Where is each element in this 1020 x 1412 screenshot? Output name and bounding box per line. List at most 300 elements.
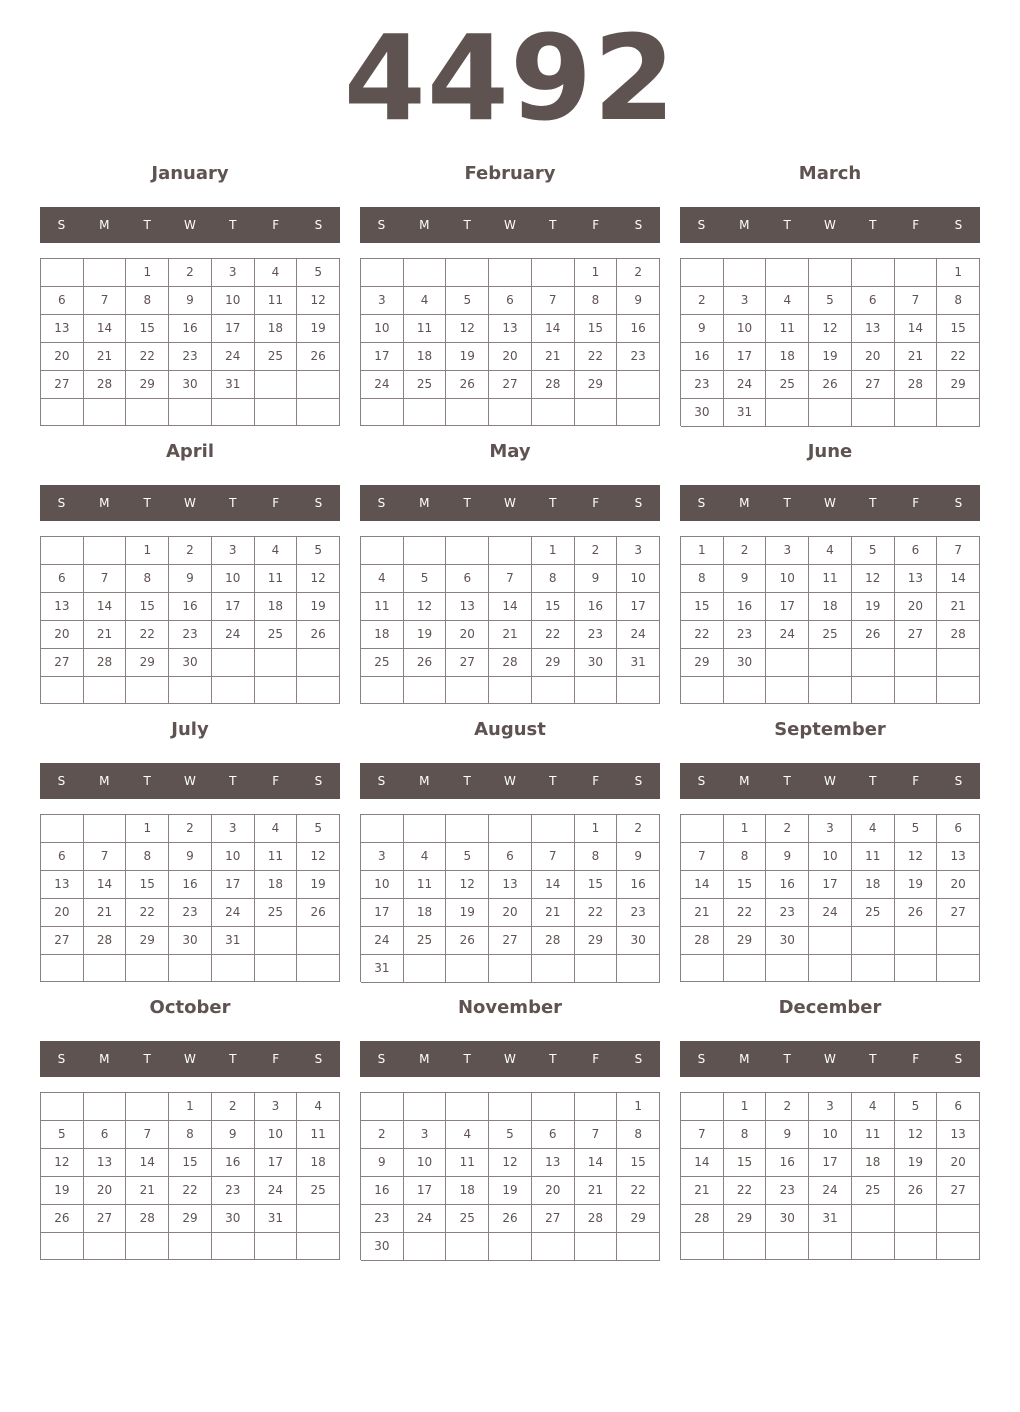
empty-cell	[255, 927, 298, 955]
day-cell: 5	[852, 537, 895, 565]
day-cell: 23	[681, 371, 724, 399]
day-cell: 15	[126, 871, 169, 899]
empty-cell	[84, 537, 127, 565]
day-cell: 2	[169, 259, 212, 287]
day-cell: 13	[41, 593, 84, 621]
empty-cell	[575, 1233, 618, 1261]
empty-cell	[852, 927, 895, 955]
day-cell: 30	[724, 649, 767, 677]
empty-cell	[41, 259, 84, 287]
empty-cell	[766, 399, 809, 427]
empty-cell	[297, 371, 340, 399]
day-cell: 5	[895, 815, 938, 843]
day-cell: 27	[937, 899, 980, 927]
day-cell: 28	[84, 371, 127, 399]
day-cell: 6	[446, 565, 489, 593]
day-cell: 30	[169, 371, 212, 399]
empty-cell	[489, 537, 532, 565]
month-name: June	[807, 441, 853, 462]
day-cell: 9	[766, 1121, 809, 1149]
weekday-label: T	[143, 1052, 151, 1066]
day-cell: 10	[809, 1121, 852, 1149]
empty-cell	[766, 1233, 809, 1260]
weekday-label: S	[314, 1052, 323, 1066]
day-cell: 22	[681, 621, 724, 649]
weekday-label: F	[592, 218, 600, 232]
empty-cell	[489, 677, 532, 704]
empty-cell	[446, 1093, 489, 1121]
empty-cell	[895, 927, 938, 955]
day-cell: 27	[84, 1205, 127, 1233]
empty-cell	[532, 955, 575, 983]
weekday-label: S	[697, 774, 706, 788]
day-cell: 6	[489, 843, 532, 871]
empty-cell	[489, 1233, 532, 1261]
day-cell: 10	[766, 565, 809, 593]
day-cell: 8	[724, 1121, 767, 1149]
empty-cell	[852, 677, 895, 704]
empty-cell	[895, 259, 938, 287]
empty-cell	[255, 677, 298, 704]
day-cell: 19	[446, 899, 489, 927]
weekday-label: T	[549, 496, 557, 510]
empty-cell	[297, 399, 340, 426]
day-cell: 11	[404, 315, 447, 343]
day-cell: 19	[446, 343, 489, 371]
day-cell: 7	[681, 843, 724, 871]
day-cell: 5	[446, 843, 489, 871]
day-cell: 13	[84, 1149, 127, 1177]
day-cell: 17	[212, 593, 255, 621]
weekday-label: T	[463, 774, 471, 788]
empty-cell	[681, 1093, 724, 1121]
day-cell: 8	[575, 843, 618, 871]
weekday-label: M	[99, 774, 110, 788]
empty-cell	[446, 815, 489, 843]
day-cell: 18	[255, 593, 298, 621]
day-cell: 8	[126, 843, 169, 871]
day-cell: 21	[895, 343, 938, 371]
empty-cell	[809, 927, 852, 955]
weekday-label: M	[99, 218, 110, 232]
empty-cell	[532, 259, 575, 287]
day-cell: 29	[532, 649, 575, 677]
weekday-header	[680, 763, 980, 799]
day-cell: 30	[169, 649, 212, 677]
day-cell: 28	[84, 649, 127, 677]
day-cell: 29	[681, 649, 724, 677]
empty-cell	[617, 1233, 660, 1261]
day-cell: 23	[617, 343, 660, 371]
day-cell: 26	[852, 621, 895, 649]
empty-cell	[446, 955, 489, 983]
day-cell: 24	[212, 343, 255, 371]
day-cell: 15	[937, 315, 980, 343]
weekday-label: S	[57, 218, 66, 232]
empty-cell	[809, 649, 852, 677]
weekday-label: S	[314, 218, 323, 232]
day-cell: 16	[169, 315, 212, 343]
day-cell: 28	[575, 1205, 618, 1233]
day-cell: 8	[617, 1121, 660, 1149]
day-cell: 2	[766, 1093, 809, 1121]
day-cell: 12	[895, 1121, 938, 1149]
empty-cell	[809, 399, 852, 427]
weekday-label: M	[739, 496, 750, 510]
empty-cell	[169, 677, 212, 704]
day-cell: 24	[809, 899, 852, 927]
day-cell: 7	[84, 565, 127, 593]
empty-cell	[212, 955, 255, 982]
day-cell: 10	[361, 315, 404, 343]
weekday-label: T	[869, 1052, 877, 1066]
day-cell: 4	[766, 287, 809, 315]
weekday-label: F	[272, 1052, 280, 1066]
day-cell: 12	[404, 593, 447, 621]
day-cell: 4	[446, 1121, 489, 1149]
empty-cell	[126, 399, 169, 426]
weekday-label: M	[99, 496, 110, 510]
weekday-label: T	[463, 218, 471, 232]
day-cell: 13	[937, 1121, 980, 1149]
day-cell: 30	[617, 927, 660, 955]
day-cell: 5	[489, 1121, 532, 1149]
day-cell: 27	[489, 927, 532, 955]
empty-cell	[766, 955, 809, 982]
day-cell: 20	[489, 899, 532, 927]
day-cell: 25	[809, 621, 852, 649]
empty-cell	[681, 815, 724, 843]
day-cell: 21	[126, 1177, 169, 1205]
day-cell: 6	[41, 843, 84, 871]
day-cell: 21	[532, 899, 575, 927]
day-cell: 25	[404, 371, 447, 399]
weekday-header	[40, 1041, 340, 1077]
day-cell: 17	[361, 343, 404, 371]
day-cell: 25	[852, 899, 895, 927]
day-cell: 11	[852, 843, 895, 871]
empty-cell	[766, 649, 809, 677]
day-cell: 6	[852, 287, 895, 315]
day-cell: 19	[895, 1149, 938, 1177]
day-cell: 12	[446, 871, 489, 899]
day-cell: 19	[41, 1177, 84, 1205]
day-cell: 14	[84, 315, 127, 343]
empty-cell	[852, 955, 895, 982]
day-cell: 3	[212, 259, 255, 287]
weekday-label: T	[869, 774, 877, 788]
day-cell: 12	[297, 843, 340, 871]
day-cell: 11	[255, 287, 298, 315]
empty-cell	[895, 955, 938, 982]
day-cell: 6	[489, 287, 532, 315]
day-cell: 16	[766, 871, 809, 899]
weekday-label: F	[592, 1052, 600, 1066]
day-cell: 29	[617, 1205, 660, 1233]
day-cell: 15	[724, 871, 767, 899]
weekday-label: T	[783, 1052, 791, 1066]
day-cell: 22	[126, 621, 169, 649]
day-cell: 31	[617, 649, 660, 677]
day-cell: 23	[212, 1177, 255, 1205]
empty-cell	[404, 1233, 447, 1261]
empty-cell	[446, 1233, 489, 1261]
day-cell: 8	[169, 1121, 212, 1149]
weekday-label: M	[419, 218, 430, 232]
weekday-label: S	[634, 218, 643, 232]
day-cell: 20	[84, 1177, 127, 1205]
day-cell: 20	[937, 1149, 980, 1177]
empty-cell	[41, 1093, 84, 1121]
weekday-label: S	[57, 1052, 66, 1066]
weekday-label: M	[419, 1052, 430, 1066]
day-cell: 25	[766, 371, 809, 399]
day-cell: 16	[724, 593, 767, 621]
day-cell: 7	[489, 565, 532, 593]
day-cell: 8	[126, 565, 169, 593]
day-cell: 2	[169, 815, 212, 843]
day-cell: 22	[937, 343, 980, 371]
day-cell: 24	[361, 371, 404, 399]
weekday-header	[680, 207, 980, 243]
day-cell: 19	[489, 1177, 532, 1205]
day-cell: 29	[126, 927, 169, 955]
day-cell: 2	[575, 537, 618, 565]
day-cell: 2	[681, 287, 724, 315]
day-cell: 11	[255, 565, 298, 593]
day-cell: 17	[212, 871, 255, 899]
day-cell: 7	[575, 1121, 618, 1149]
day-grid	[40, 1092, 340, 1260]
day-cell: 17	[809, 1149, 852, 1177]
day-cell: 18	[446, 1177, 489, 1205]
day-cell: 22	[575, 343, 618, 371]
empty-cell	[532, 677, 575, 704]
weekday-header	[360, 485, 660, 521]
empty-cell	[404, 1093, 447, 1121]
weekday-label: W	[504, 496, 516, 510]
day-cell: 14	[937, 565, 980, 593]
weekday-label: W	[184, 774, 196, 788]
month-name: January	[151, 163, 229, 184]
day-cell: 5	[297, 537, 340, 565]
empty-cell	[724, 1233, 767, 1260]
day-cell: 1	[575, 815, 618, 843]
day-cell: 30	[766, 1205, 809, 1233]
weekday-label: S	[954, 1052, 963, 1066]
weekday-header	[360, 763, 660, 799]
empty-cell	[361, 399, 404, 426]
weekday-label: T	[463, 1052, 471, 1066]
day-cell: 18	[852, 871, 895, 899]
empty-cell	[681, 1233, 724, 1260]
day-cell: 8	[937, 287, 980, 315]
day-cell: 29	[126, 649, 169, 677]
day-cell: 6	[84, 1121, 127, 1149]
empty-cell	[446, 677, 489, 704]
weekday-label: S	[697, 1052, 706, 1066]
weekday-label: T	[869, 496, 877, 510]
day-cell: 2	[212, 1093, 255, 1121]
day-cell: 14	[575, 1149, 618, 1177]
weekday-label: M	[739, 1052, 750, 1066]
day-cell: 14	[681, 871, 724, 899]
day-cell: 28	[489, 649, 532, 677]
day-cell: 2	[361, 1121, 404, 1149]
day-cell: 21	[84, 621, 127, 649]
day-cell: 22	[126, 343, 169, 371]
weekday-label: T	[143, 774, 151, 788]
day-cell: 3	[212, 815, 255, 843]
day-cell: 9	[169, 565, 212, 593]
weekday-label: S	[57, 774, 66, 788]
weekday-label: S	[377, 1052, 386, 1066]
weekday-label: F	[592, 496, 600, 510]
empty-cell	[532, 815, 575, 843]
day-cell: 10	[361, 871, 404, 899]
day-cell: 30	[681, 399, 724, 427]
day-cell: 3	[255, 1093, 298, 1121]
day-cell: 7	[937, 537, 980, 565]
day-cell: 27	[489, 371, 532, 399]
empty-cell	[297, 649, 340, 677]
empty-cell	[617, 371, 660, 399]
day-cell: 1	[724, 1093, 767, 1121]
empty-cell	[255, 399, 298, 426]
weekday-label: T	[229, 218, 237, 232]
weekday-label: T	[549, 218, 557, 232]
weekday-label: T	[229, 774, 237, 788]
empty-cell	[169, 1233, 212, 1260]
day-cell: 7	[126, 1121, 169, 1149]
empty-cell	[532, 1233, 575, 1261]
day-cell: 17	[766, 593, 809, 621]
empty-cell	[361, 537, 404, 565]
day-cell: 3	[212, 537, 255, 565]
day-cell: 12	[41, 1149, 84, 1177]
day-cell: 26	[297, 343, 340, 371]
weekday-label: M	[419, 496, 430, 510]
day-cell: 18	[404, 343, 447, 371]
empty-cell	[809, 955, 852, 982]
day-cell: 1	[169, 1093, 212, 1121]
day-cell: 12	[297, 287, 340, 315]
day-cell: 30	[361, 1233, 404, 1261]
empty-cell	[169, 399, 212, 426]
day-cell: 13	[41, 871, 84, 899]
weekday-label: S	[954, 774, 963, 788]
day-cell: 18	[255, 871, 298, 899]
day-cell: 18	[297, 1149, 340, 1177]
day-cell: 16	[617, 315, 660, 343]
day-cell: 6	[532, 1121, 575, 1149]
empty-cell	[575, 955, 618, 983]
day-cell: 3	[809, 815, 852, 843]
day-cell: 22	[575, 899, 618, 927]
day-cell: 29	[724, 1205, 767, 1233]
day-cell: 23	[766, 1177, 809, 1205]
day-cell: 3	[724, 287, 767, 315]
day-cell: 12	[446, 315, 489, 343]
day-cell: 9	[617, 843, 660, 871]
day-cell: 19	[809, 343, 852, 371]
day-cell: 23	[361, 1205, 404, 1233]
empty-cell	[724, 955, 767, 982]
empty-cell	[489, 259, 532, 287]
day-grid	[680, 814, 980, 982]
day-cell: 20	[446, 621, 489, 649]
day-grid	[360, 814, 660, 982]
weekday-label: W	[824, 496, 836, 510]
day-grid	[360, 258, 660, 426]
day-cell: 12	[852, 565, 895, 593]
day-cell: 9	[681, 315, 724, 343]
empty-cell	[41, 1233, 84, 1260]
month-name: November	[457, 997, 563, 1018]
day-cell: 14	[532, 315, 575, 343]
empty-cell	[895, 677, 938, 704]
day-cell: 23	[766, 899, 809, 927]
day-cell: 28	[937, 621, 980, 649]
day-cell: 17	[404, 1177, 447, 1205]
day-cell: 27	[446, 649, 489, 677]
empty-cell	[852, 399, 895, 427]
day-cell: 20	[852, 343, 895, 371]
day-cell: 9	[169, 843, 212, 871]
day-cell: 8	[681, 565, 724, 593]
day-cell: 31	[724, 399, 767, 427]
weekday-header	[360, 207, 660, 243]
empty-cell	[361, 677, 404, 704]
day-cell: 7	[532, 843, 575, 871]
day-cell: 8	[126, 287, 169, 315]
day-cell: 28	[681, 1205, 724, 1233]
day-cell: 25	[255, 343, 298, 371]
day-grid	[40, 814, 340, 982]
empty-cell	[937, 1205, 980, 1233]
day-cell: 4	[255, 537, 298, 565]
day-cell: 24	[361, 927, 404, 955]
empty-cell	[126, 1093, 169, 1121]
empty-cell	[84, 1233, 127, 1260]
weekday-label: S	[954, 496, 963, 510]
day-cell: 13	[41, 315, 84, 343]
day-cell: 17	[361, 899, 404, 927]
day-cell: 24	[617, 621, 660, 649]
day-cell: 16	[169, 593, 212, 621]
weekday-header	[680, 485, 980, 521]
weekday-label: W	[504, 218, 516, 232]
empty-cell	[126, 1233, 169, 1260]
weekday-label: F	[912, 774, 920, 788]
empty-cell	[724, 677, 767, 704]
day-cell: 4	[404, 287, 447, 315]
day-cell: 11	[809, 565, 852, 593]
day-cell: 24	[724, 371, 767, 399]
day-cell: 24	[766, 621, 809, 649]
day-cell: 14	[895, 315, 938, 343]
day-cell: 22	[532, 621, 575, 649]
day-cell: 3	[404, 1121, 447, 1149]
day-cell: 22	[724, 899, 767, 927]
day-grid	[360, 1092, 660, 1260]
day-cell: 9	[575, 565, 618, 593]
weekday-label: T	[463, 496, 471, 510]
day-cell: 17	[255, 1149, 298, 1177]
day-cell: 23	[169, 621, 212, 649]
weekday-label: T	[783, 496, 791, 510]
weekday-label: W	[184, 1052, 196, 1066]
